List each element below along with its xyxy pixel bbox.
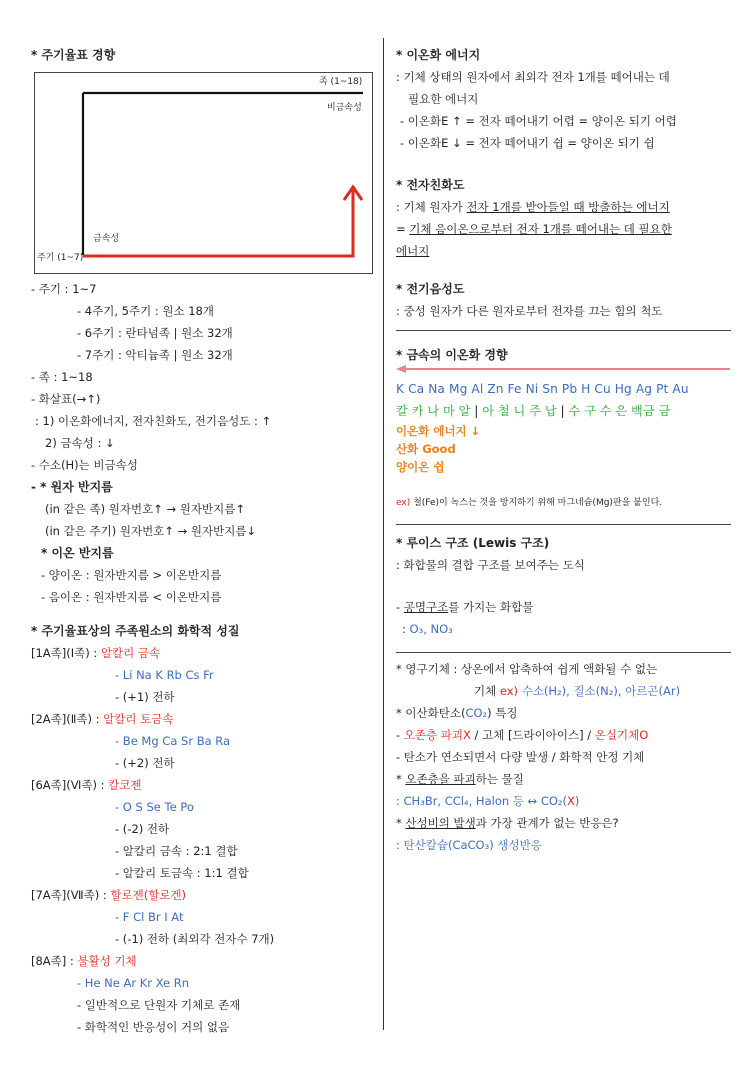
- group-8a-label: [8A족] :: [31, 954, 78, 968]
- period-4-5-text: - 4주기, 5주기 : 원소 18개: [77, 304, 214, 318]
- group-6a-elements: - O S Se Te Po: [115, 800, 194, 814]
- column-divider: [383, 38, 384, 1030]
- trend-arrow-line: [83, 189, 353, 256]
- group-7a-charge: - (-1) 전하 (최외각 전자수 7개): [115, 932, 275, 946]
- separator-1: [396, 330, 731, 331]
- resonance-rest: 를 가지는 화합물: [448, 600, 534, 614]
- lewis-def: : 화합물의 결합 구조를 보여주는 도식: [396, 558, 585, 572]
- electronegativity-title: * 전기음성도: [396, 282, 465, 296]
- acid-rain-answer: : 탄산칼슘(CaCO₃) 생성반응: [396, 838, 542, 852]
- ea-emphasis-1: 전자 1개를 받아들일 때 방출하는 에너지: [466, 200, 670, 214]
- group-6a-name: 칼코젠: [108, 778, 142, 792]
- co2-title: [396, 704, 518, 722]
- group-2a-heading: [31, 710, 174, 728]
- ionic-radius-title: * 이온 반지름: [41, 546, 114, 560]
- permanent-gas-word: 기체: [474, 684, 500, 698]
- co2-line-2: - 탄소가 연소되면서 다량 발생 / 화학적 안정 기체: [396, 750, 645, 764]
- group-6a-bond-2: - 알칼리 토금속 : 1:1 결합: [115, 866, 249, 880]
- group-6a-charge: - (-2) 전하: [115, 822, 170, 836]
- radius-group-text: (in 같은 족) 원자번호↑ → 원자반지름↑: [45, 502, 245, 516]
- resonance-line: [396, 598, 533, 616]
- period-text: - 주기 : 1~7: [31, 282, 97, 296]
- ozone-close: ): [574, 794, 580, 808]
- arrow-item-1: : 1) 이온화에너지, 전자친화도, 전기음성도 : ↑: [35, 414, 272, 428]
- co2-title-suffix: ) 특징: [487, 706, 518, 720]
- ozone-rest: 하는 물질: [475, 772, 524, 786]
- ozone-compounds: CH₃Br, CCl₄, Halon 등 ↔ CO₂(: [403, 794, 568, 808]
- ie-down-text: - 이온화E ↓ = 전자 떼어내기 쉽 = 양이온 되기 쉽: [400, 136, 655, 150]
- example-text: 철(Fe)이 녹스는 것을 방지하기 위해 마그네슘(Mg)판을 붙인다.: [410, 498, 663, 508]
- acid-bullet: *: [396, 816, 406, 830]
- group-text: - 족 : 1~18: [31, 370, 93, 384]
- anion-text: - 음이온 : 원자반지름 < 이온반지름: [41, 590, 222, 604]
- tendency-arrow: [396, 364, 732, 374]
- main-group-title: * 주기율표상의 주족원소의 화학적 성질: [31, 624, 240, 638]
- mnemonic-group-2: 아 철 니 주 납: [482, 404, 557, 418]
- resonance-compounds: O₃, NO₃: [409, 622, 453, 636]
- co2-ozone: 오존층 파괴X: [403, 728, 471, 742]
- group-1a-heading: [31, 644, 160, 662]
- en-def: : 중성 원자가 다른 원자로부터 전자를 끄는 힘의 척도: [396, 304, 663, 318]
- ie-up-text: - 이온화E ↑ = 전자 떼어내기 어렵 = 양이온 되기 어렵: [400, 114, 677, 128]
- co2-line-1: - 오존층 파괴X / 고체 [드라이아이스] / 온실기체O: [396, 728, 649, 742]
- group-1a-elements: - Li Na K Rb Cs Fr: [115, 668, 214, 682]
- period-6-text: - 6주기 : 란타넘족 | 원소 32개: [77, 326, 233, 340]
- co2-formula: CO₂: [465, 706, 488, 720]
- trend-oxidation: 산화 Good: [396, 442, 456, 456]
- radius-period-text: (in 같은 주기) 원자번호↑ → 원자반지름↓: [45, 524, 257, 538]
- permanent-gas-line-1: * 영구기체 : 상온에서 압축하여 쉽게 액화될 수 없는: [396, 662, 658, 676]
- ea-prefix: : 기체 원자가: [396, 200, 467, 214]
- group-8a-text-1: - 일반적으로 단원자 기체로 존재: [77, 998, 241, 1012]
- ozone-title: [396, 770, 524, 788]
- group-7a-heading: [31, 886, 186, 904]
- ea-line-3: 에너지: [396, 244, 430, 258]
- separator-2: [396, 524, 731, 525]
- metal-ionization-title: * 금속의 이온화 경향: [396, 348, 508, 362]
- group-8a-text-2: - 화학적인 반응성이 거의 없음: [77, 1020, 230, 1034]
- co2-greenhouse: 온실기체O: [594, 728, 649, 742]
- group-2a-elements: - Be Mg Ca Sr Ba Ra: [115, 734, 231, 748]
- trend-cation: 양이온 쉽: [396, 460, 445, 474]
- ie-def-line-1: : 기체 상태의 원자에서 최외각 전자 1개를 떼어내는 데: [396, 70, 670, 84]
- period-7-text: - 7주기 : 악티늄족 | 원소 32개: [77, 348, 233, 362]
- mnemonic-group-1: 칼 카 나 마 알: [396, 404, 471, 418]
- group-7a-name: 할로젠(할로겐): [110, 888, 187, 902]
- reactivity-series: K Ca Na Mg Al Zn Fe Ni Sn Pb H Cu Hg Ag Pt Au: [396, 382, 689, 396]
- group-7a-elements: - F Cl Br I At: [115, 910, 184, 924]
- reactivity-mnemonic: [396, 402, 670, 420]
- ea-line-2: [396, 220, 672, 238]
- period-axis-label: 주기 (1~7): [37, 253, 84, 263]
- mnemonic-group-3: 수 구 수 은 백금 금: [568, 404, 671, 418]
- group-2a-charge: - (+2) 전하: [115, 756, 175, 770]
- resonance-dash: -: [396, 600, 404, 614]
- example-label: ex): [396, 498, 411, 508]
- metal-label: 금속성: [93, 234, 120, 244]
- trend-ionization: 이온화 에너지 ↓: [396, 424, 481, 438]
- ea-equals: =: [396, 222, 410, 236]
- ie-def-line-2: 필요한 에너지: [408, 92, 479, 106]
- separator-3: [396, 652, 731, 653]
- arrow-text: - 화살표(→↑): [31, 392, 101, 406]
- group-8a-elements: - He Ne Ar Kr Xe Rn: [77, 976, 190, 990]
- group-6a-heading: [31, 776, 141, 794]
- group-7a-label: [7A족](Ⅶ족) :: [31, 888, 111, 902]
- ea-line-1: [396, 198, 670, 216]
- ozone-x: X: [567, 794, 575, 808]
- mnemonic-separator-2: |: [556, 404, 569, 418]
- ionization-energy-title: * 이온화 에너지: [396, 48, 481, 62]
- example-line: [396, 494, 662, 512]
- group-8a-name: 불활성 기체: [77, 954, 137, 968]
- group-1a-name: 알칼리 금속: [100, 646, 161, 660]
- group-6a-bond-1: - 알칼리 금속 : 2:1 결합: [115, 844, 238, 858]
- group-1a-charge: - (+1) 전하: [115, 690, 175, 704]
- ozone-term: 오존층을 파괴: [405, 772, 476, 786]
- acid-term: 산성비의 발생: [405, 816, 476, 830]
- group-2a-label: [2A족](Ⅱ족) :: [31, 712, 104, 726]
- nonmetal-label: 비금속성: [327, 103, 362, 113]
- group-2a-name: 알칼리 토금속: [103, 712, 174, 726]
- acid-rest: 과 가장 관계가 없는 반응은?: [475, 816, 619, 830]
- permanent-gas-line-2: [474, 682, 680, 700]
- permanent-gas-ex: ex): [499, 684, 519, 698]
- lewis-title: * 루이스 구조 (Lewis 구조): [396, 536, 550, 550]
- co2-solid: / 고체 [드라이아이스] /: [470, 728, 595, 742]
- ea-emphasis-2: 기체 음이온으로부터 전자 1개를 떼어내는 데 필요한: [409, 222, 672, 236]
- trend-arrows-svg: [35, 73, 372, 273]
- group-6a-label: [6A족](Ⅵ족) :: [31, 778, 109, 792]
- atomic-radius-title: - * 원자 반지름: [31, 480, 113, 494]
- ozone-bullet: *: [396, 772, 406, 786]
- arrow-item-2: 2) 금속성 : ↓: [45, 436, 115, 450]
- mnemonic-separator-1: |: [470, 404, 483, 418]
- ozone-examples: : CH₃Br, CCl₄, Halon 등 ↔ CO₂(X): [396, 794, 580, 808]
- acid-rain-question: [396, 814, 619, 832]
- resonance-term: 공명구조: [403, 600, 449, 614]
- hydrogen-text: - 수소(H)는 비금속성: [31, 458, 138, 472]
- group-8a-heading: [31, 952, 137, 970]
- group-axis-label: 족 (1~18): [319, 77, 363, 87]
- periodic-trend-title: * 주기율표 경향: [31, 48, 116, 62]
- acid-answer-text: 탄산칼슘(CaCO₃) 생성반응: [403, 838, 542, 852]
- cation-text: - 양이온 : 원자반지름 > 이온반지름: [41, 568, 222, 582]
- electron-affinity-title: * 전자친화도: [396, 178, 465, 192]
- resonance-example: : O₃, NO₃: [402, 622, 453, 636]
- group-1a-label: [1A족](Ⅰ족) :: [31, 646, 101, 660]
- periodic-trend-figure: [34, 72, 373, 274]
- co2-title-prefix: * 이산화탄소(: [396, 706, 466, 720]
- permanent-gas-examples: 수소(H₂), 질소(N₂), 아르곤(Ar): [518, 684, 681, 698]
